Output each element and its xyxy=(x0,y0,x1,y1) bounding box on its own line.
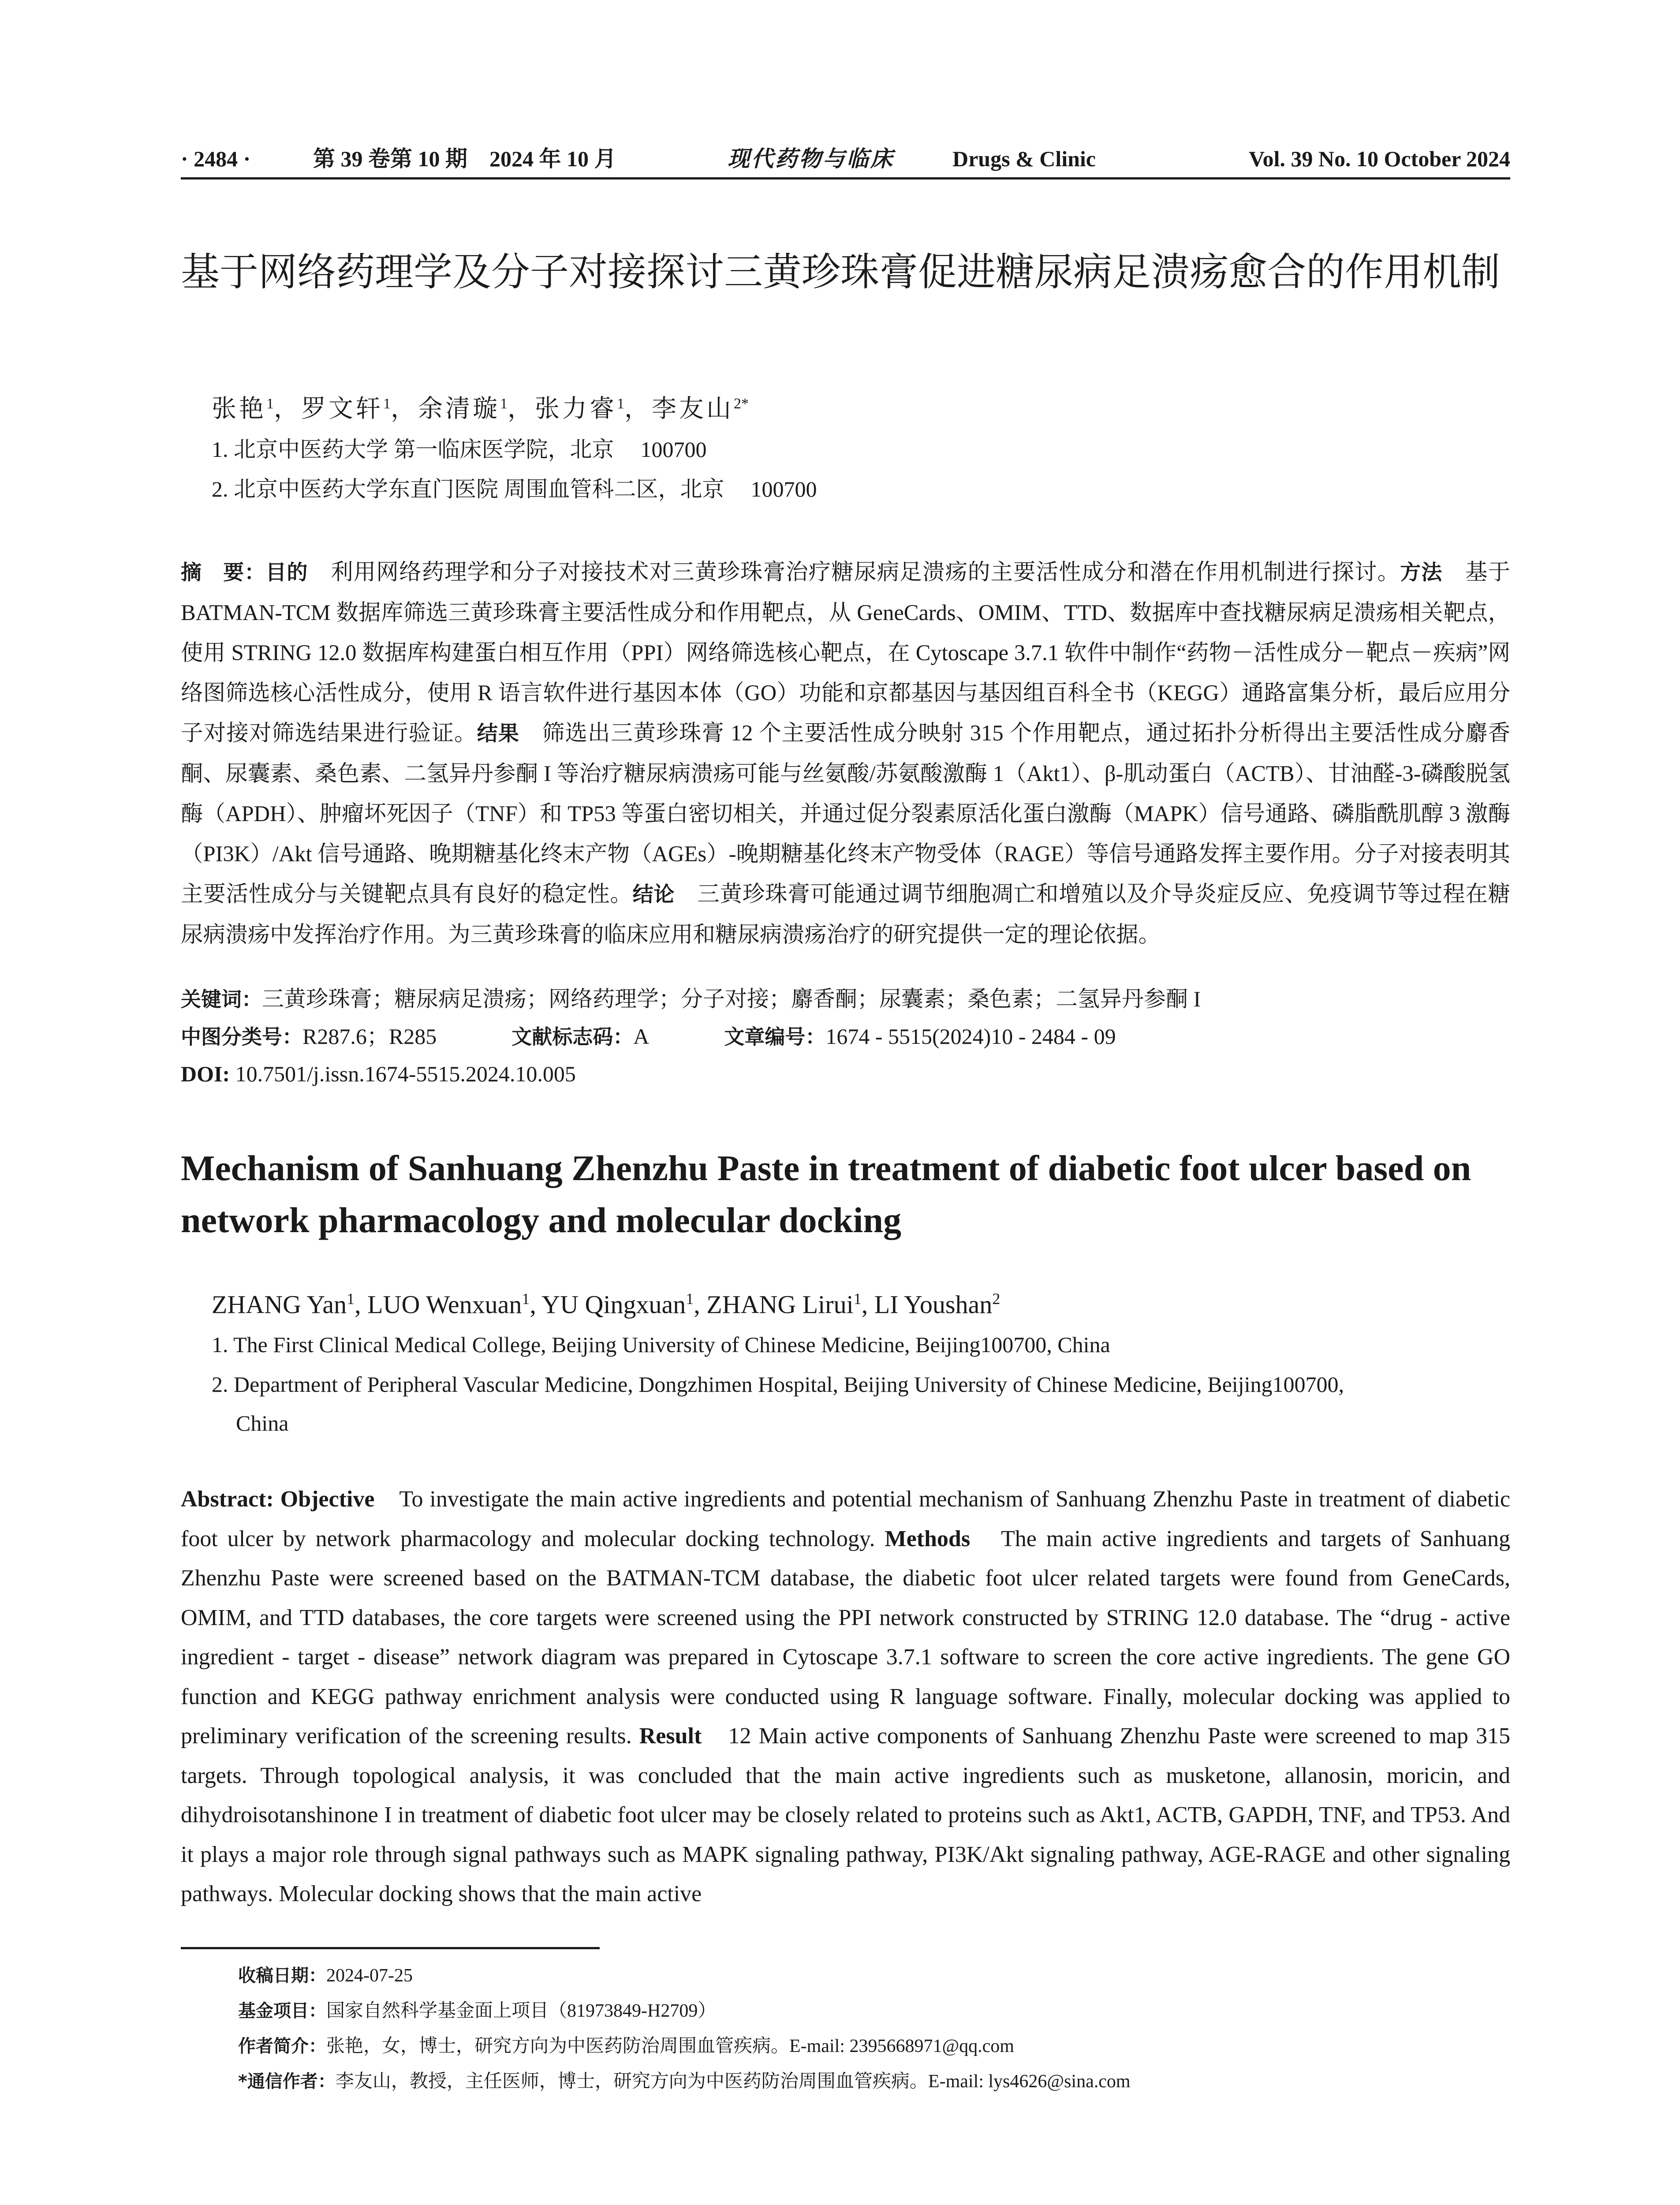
postal-code: 100700 xyxy=(640,437,707,462)
clc-value: R287.6；R285 xyxy=(302,1024,437,1049)
objective-text: 利用网络药理学和分子对接技术对三黄珍珠膏治疗糖尿病足溃疡的主要活性成分和潜在作用机制进行探讨。 xyxy=(308,560,1400,584)
affiliation-text: 1. 北京中医药大学 第一临床医学院，北京 xyxy=(212,437,614,462)
author-name: YU Qingxuan xyxy=(541,1290,686,1319)
article-number-value: 1674 - 5515(2024)10 - 2484 - 09 xyxy=(825,1024,1116,1049)
affiliation-text: 2. Department of Peripheral Vascular Medicine, Dongzhimen Hospital, Beijing University of Chinese Medicine, Beijing100700, xyxy=(212,1372,1344,1397)
author-name: 张力睿 xyxy=(535,395,617,423)
keywords-text: 三黄珍珠膏；糖尿病足溃疡；网络药理学；分子对接；麝香酮；尿囊素；桑色素；二氢异丹参酮 I xyxy=(262,987,1201,1011)
article-title-cn: 基于网络药理学及分子对接探讨三黄珍珠膏促进糖尿病足溃疡愈合的作用机制 xyxy=(181,249,1501,295)
journal-name-en: Drugs & Clinic xyxy=(952,146,1096,171)
footnotes xyxy=(238,1958,1508,2099)
results-text: 筛选出三黄珍珠膏 12 个主要活性成分映射 315 个作用靶点，通过拓扑分析得出主要活性成分麝香酮、尿囊素、桑色素、二氢异丹参酮 I 等治疗糖尿病溃疡可能与丝氨酸/苏氨酸激酶 1（Akt1）、β-肌动蛋白（ACTB）、甘油醛-3-磷酸脱氢酶（APDH）、肿瘤坏死因子（TNF）和 TP53 等蛋白密切相关，并通过促分裂素原活化蛋白激酶（MAPK）信号通路、磷脂酰肌醇 3 激酶（PI3K）/Akt 信号通路、晚期糖基化终末产物（AGEs）-晚期糖基化终末产物受体（RAGE）等信号通路发挥主要作用。分子对接表明其主要活性成分与关键靶点具有良好的稳定性。 xyxy=(181,721,1511,906)
issue-info-cn: 第 39 卷第 10 期 2024 年 10 月 xyxy=(313,146,616,171)
footnote-received xyxy=(238,1958,1508,1993)
page-number: · 2484 · xyxy=(181,146,251,171)
keywords-cn xyxy=(181,981,1510,1017)
affiliation-en xyxy=(212,1325,1508,1364)
article-number-label: 文章编号： xyxy=(724,1025,826,1049)
abstract-cn xyxy=(181,552,1510,955)
author-affiliation-mark: 1 xyxy=(617,396,624,412)
author-name: ZHANG Lirui xyxy=(706,1290,854,1319)
author-name: LI Youshan xyxy=(874,1290,993,1319)
author-affiliation-mark: 1 xyxy=(347,1290,355,1308)
affiliation-text: 2. 北京中医药大学东直门医院 周围血管科二区，北京 xyxy=(212,477,724,501)
journal-name-cn: 现代药物与临床 xyxy=(728,146,894,171)
footnote-text: 国家自然科学基金面上项目（81973849-H2709） xyxy=(326,2001,717,2021)
affiliation-en xyxy=(212,1365,1508,1443)
footnote-label: 收稿日期： xyxy=(238,1966,326,1986)
author-affiliation-mark: 2* xyxy=(734,396,749,412)
author-affiliation-mark: 1 xyxy=(500,396,508,412)
doi-link[interactable]: 10.7501/j.issn.1674-5515.2024.10.005 xyxy=(230,1061,576,1086)
footnote-divider xyxy=(181,1947,600,1949)
keywords-label: 关键词： xyxy=(181,987,262,1011)
author-affiliation-mark: 1 xyxy=(686,1290,694,1308)
footnote-text: 李友山，教授，主任医师，博士，研究方向为中医药防治周围血管疾病。E-mail: lys4626@sina.com xyxy=(335,2071,1131,2092)
footnote-funding xyxy=(238,1993,1508,2029)
methods-label: Methods xyxy=(885,1526,971,1551)
abstract-objective-label: Abstract: Objective xyxy=(181,1487,375,1512)
footnote-text: 张艳，女，博士，研究方向为中医药防治周围血管疾病。E-mail: 2395668971@qq.com xyxy=(326,2036,1014,2056)
affiliation-text-continued: China xyxy=(236,1411,289,1435)
objective-label: 目的 xyxy=(265,561,308,585)
doi-line xyxy=(181,1056,1510,1091)
author-name: 张艳 xyxy=(212,395,266,423)
doc-code-label: 文献标志码： xyxy=(511,1025,634,1049)
author-name: ZHANG Yan xyxy=(212,1290,347,1319)
classification-line xyxy=(181,1019,1510,1054)
methods-text: The main active ingredients and targets of Sanhuang Zhenzhu Paste were screened based on the BATMAN-TCM database, the diabetic foot ulcer related targets were found from GeneCards, OMIM, and TTD databases, the core targets were screened using the PPI network constructed by STRING 12.0 database. The “drug - active ingredient - target - disease” network diagram was prepared in Cytoscape 3.7.1 software to screen the core active ingredients. The gene GO function and KEGG pathway enrichment analysis were conducted using R language software. Finally, molecular docking was applied to preliminary verification of the screening results. xyxy=(181,1526,1510,1749)
conclusion-label: 结论 xyxy=(632,882,675,907)
abstract-en xyxy=(181,1480,1510,1914)
affiliation-cn xyxy=(212,434,1490,465)
result-text: 12 Main active components of Sanhuang Zhenzhu Paste were screened to map 315 targets. Through topological analysis, it was concluded that the main active ingredients such as musketone, allanosin, moricin, and dihydroisotanshinone I in treatment of diabetic foot ulcer may be closely related to proteins such as Akt1, ACTB, GAPDH, TNF, and TP53. And it plays a major role through signal pathways such as MAPK signaling pathway, PI3K/Akt signaling pathway, AGE-RAGE and other signaling pathways. Molecular docking shows that the main active xyxy=(181,1723,1510,1906)
author-affiliation-mark: 2 xyxy=(992,1290,1001,1308)
issue-info-en: Vol. 39 No. 10 October 2024 xyxy=(1248,146,1510,171)
author-list-cn: 张艳$^1$，罗文轩$^1$，余清璇$^1$，张力睿$^1$，李友山$^{2*}$ xyxy=(212,395,749,423)
footnote-label: 作者简介： xyxy=(238,2036,326,2056)
running-header xyxy=(181,140,1510,179)
methods-label: 方法 xyxy=(1400,561,1443,585)
author-name: 罗文轩 xyxy=(301,395,383,423)
doc-code-value: A xyxy=(633,1024,650,1049)
footnote-label: 基金项目： xyxy=(238,2001,326,2021)
author-name: 余清璇 xyxy=(418,395,500,423)
footnote-author-bio xyxy=(238,2029,1508,2064)
doi-label: DOI: xyxy=(181,1061,230,1086)
objective-text: To investigate the main active ingredients and potential mechanism of Sanhuang Zhenzhu Paste in treatment of diabetic foot ulcer by network pharmacology and molecular docking technology. xyxy=(181,1487,1510,1551)
author-affiliation-mark: 1 xyxy=(383,396,391,412)
author-name: LUO Wenxuan xyxy=(367,1290,522,1319)
postal-code: 100700 xyxy=(750,477,817,501)
author-list-en: ZHANG Yan$^1$, LUO Wenxuan$^1$, YU Qingxuan$^1$, ZHANG Lirui$^1$, LI Youshan$^2$ xyxy=(212,1290,1001,1319)
clc-label: 中图分类号： xyxy=(181,1025,302,1049)
footnote-corresponding xyxy=(238,2064,1508,2099)
article-title-en: Mechanism of Sanhuang Zhenzhu Paste in treatment of diabetic foot ulcer based on network pharmacology and molecular docking xyxy=(181,1148,1471,1240)
author-affiliation-mark: 1 xyxy=(853,1290,862,1308)
methods-text: 基于 BATMAN-TCM 数据库筛选三黄珍珠膏主要活性成分和作用靶点，从 GeneCards、OMIM、TTD、数据库中查找糖尿病足溃疡相关靶点，使用 STRING 12.0 数据库构建蛋白相互作用（PPI）网络筛选核心靶点，在 Cytoscape 3.7.1 软件中制作“药物－活性成分－靶点－疾病”网络图筛选核心活性成分，使用 R 语言软件进行基因本体（GO）功能和京都基因与基因组百科全书（KEGG）通路富集分析，最后应用分子对接对筛选结果进行验证。 xyxy=(181,560,1511,745)
affiliation-text: 1. The First Clinical Medical College, Beijing University of Chinese Medicine, Beijing100700, China xyxy=(212,1332,1110,1357)
footnote-text: 2024-07-25 xyxy=(326,1966,413,1986)
result-label: Result xyxy=(639,1723,702,1749)
results-label: 结果 xyxy=(477,721,520,746)
abstract-label: 摘 要： xyxy=(181,561,266,585)
footnote-label: *通信作者： xyxy=(238,2071,336,2092)
author-affiliation-mark: 1 xyxy=(522,1290,530,1308)
author-name: 李友山 xyxy=(652,395,734,423)
author-affiliation-mark: 1 xyxy=(266,396,274,412)
conclusion-text: 三黄珍珠膏可能通过调节细胞凋亡和增殖以及介导炎症反应、免疫调节等过程在糖尿病溃疡中发挥治疗作用。为三黄珍珠膏的临床应用和糖尿病溃疡治疗的研究提供一定的理论依据。 xyxy=(181,882,1511,947)
affiliation-cn xyxy=(212,474,1490,505)
